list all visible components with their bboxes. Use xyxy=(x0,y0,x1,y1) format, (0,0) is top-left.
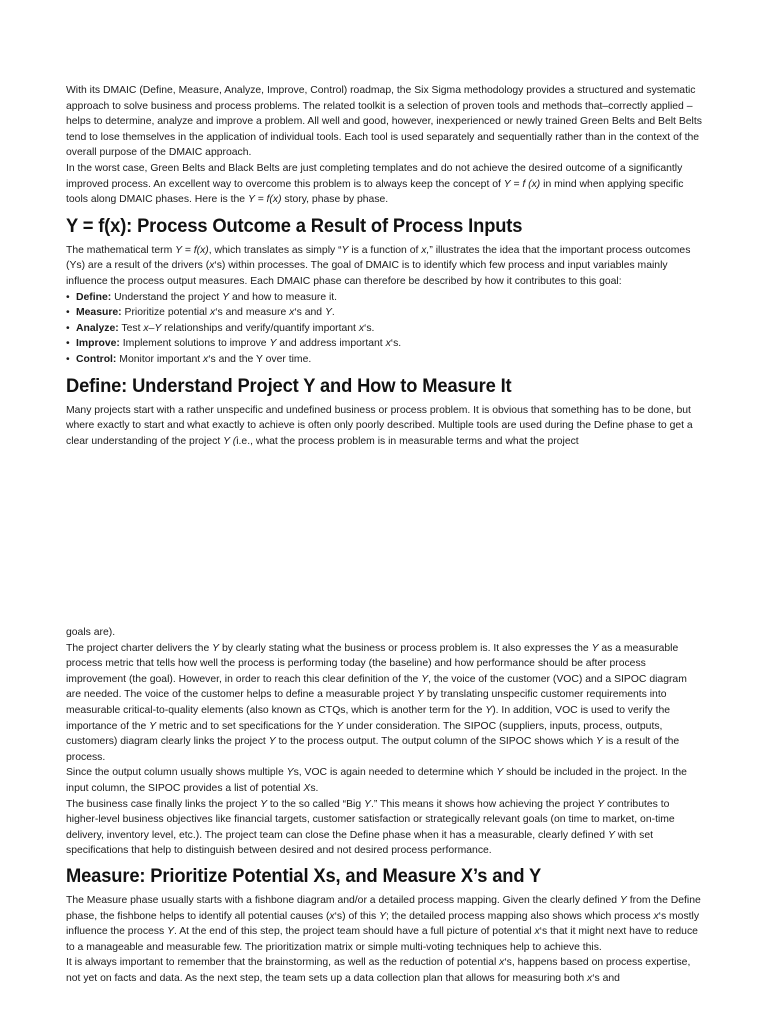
text-run: . At the end of this step, the project team should have a full picture of potential xyxy=(174,926,535,938)
list-item-improve xyxy=(66,336,702,352)
text-run: Since the output column usually shows multiple xyxy=(66,767,287,779)
article-column-lower xyxy=(66,625,702,986)
text-run: ‘s that it might next have to reduce to a manageable and measurable few. The prioritization matrix or simple multi-voting techniques help to achieve this. xyxy=(66,926,698,953)
italic-text-run: x xyxy=(587,972,593,984)
text-run: The business case finally links the project xyxy=(66,798,261,810)
define-paragraph-continued xyxy=(66,625,702,641)
intro-paragraph xyxy=(66,161,702,208)
list-item-define xyxy=(66,290,702,306)
text-run: The project charter delivers the xyxy=(66,642,213,654)
text-run: metric and to set specifications for the xyxy=(156,720,337,732)
measure-paragraph xyxy=(66,893,702,955)
italic-text-run: Y xyxy=(379,910,387,922)
italic-text-run: Y xyxy=(417,689,424,701)
italic-text-run: x xyxy=(210,307,216,319)
italic-text-run: Y xyxy=(336,720,344,732)
bold-text-run: Analyze: xyxy=(76,322,119,334)
italic-text-run: Y xyxy=(597,798,605,810)
italic-text-run: Y xyxy=(149,720,157,732)
italic-text-run: Y = f (x) xyxy=(503,178,541,190)
text-run: ‘s. xyxy=(390,338,402,350)
text-run: The Measure phase usually starts with a fishbone diagram and/or a detailed process mapping. Given the clearly defined xyxy=(66,894,620,906)
bold-text-run: Define: xyxy=(76,291,112,303)
italic-text-run: Y xyxy=(619,894,627,906)
define-paragraph xyxy=(66,641,702,766)
text-run: , the voice of the customer (VOC) and a SIPOC diagram are needed. The voice of the customer helps to define a measurable project xyxy=(66,673,687,701)
italic-text-run: Y xyxy=(364,798,371,810)
text-run: ). In addition, VOC is used to verify the importance of the xyxy=(66,704,671,732)
text-run: in mind when applying specific tools along DMAIC phases. Here is the xyxy=(66,178,684,206)
italic-text-run: Y xyxy=(421,673,429,685)
text-run: ‘s and measure xyxy=(215,307,290,319)
text-run: . xyxy=(331,307,335,319)
text-run: Monitor important xyxy=(116,353,204,365)
measure-paragraph xyxy=(66,955,702,986)
text-run: ; the detailed process mapping also shows which process xyxy=(386,910,654,922)
text-run: With its DMAIC (Define, Measure, Analyze, Improve, Control) roadmap, the Six Sigma methodology provides a structured and systematic approach to solve business and process problems. The related toolkit is a selection of proven tools and methods that–correctly applied – helps to determine, analyze and improve a problem. All well and good, however, inexperienced or newly trained Green Belts and Belt Belts tend to lose themselves in the application of individual tools. Each tool is used separately and sequentially rather than in the context of the overall purpose of the DMAIC approach. xyxy=(66,85,702,159)
text-run: Many projects start with a rather unspecific and undefined business or process problem. It is obvious that something has to be done, but where exactly to start and what exactly to achieve is often only poorly described. Multiple tools are used during the Define phase to get a clear understanding of the project xyxy=(66,404,693,447)
text-run: and address important xyxy=(276,338,386,350)
define-paragraph xyxy=(66,403,702,450)
list-item-analyze xyxy=(66,321,702,337)
dmaic-phase-list xyxy=(66,290,702,368)
text-run: In the worst case, Green Belts and Black Belts are just completing templates and do not achieve the desired outcome of a significantly improved process. An excellent way to overcome this problem is to always keep the concept of xyxy=(66,162,683,190)
text-run: goals are). xyxy=(66,627,116,638)
italic-text-run: Y xyxy=(496,767,504,779)
italic-text-run: Y ( xyxy=(223,435,237,447)
text-run: is a result of the process. xyxy=(66,736,680,763)
italic-text-run: Y xyxy=(485,704,493,716)
italic-text-run: Y = f(x) xyxy=(247,194,282,206)
text-run: s, VOC is again needed to determine which xyxy=(293,767,497,779)
text-run: ‘s and the Y over time. xyxy=(208,353,312,365)
text-run: by clearly stating what the business or process problem is. It also expresses the xyxy=(219,642,592,654)
italic-text-run: Y xyxy=(260,798,267,810)
italic-text-run: Y xyxy=(269,338,277,350)
text-run: ‘s and xyxy=(592,972,620,984)
section-heading-measure: Measure: Prioritize Potential Xs, and Measure X’s and Y xyxy=(66,864,542,887)
list-item-measure xyxy=(66,305,702,321)
text-run: s. xyxy=(310,782,319,794)
article-column-upper xyxy=(66,83,702,449)
italic-text-run: x xyxy=(499,957,505,969)
list-item-control xyxy=(66,352,702,368)
italic-text-run: Y xyxy=(167,926,175,938)
text-run: from the Define phase, the fishbone helps to identify all potential causes ( xyxy=(66,894,701,922)
text-run: ” illustrates the idea that the important process outcomes (Ys) are a result of the drivers ( xyxy=(66,244,691,272)
text-run: Implement solutions to improve xyxy=(119,338,270,350)
define-paragraph xyxy=(66,765,702,796)
yfx-paragraph xyxy=(66,243,702,290)
italic-text-run: X xyxy=(303,782,311,794)
text-run: story, phase by phase. xyxy=(281,194,389,206)
italic-text-run: Y xyxy=(324,307,332,319)
italic-text-run: Y xyxy=(286,767,294,779)
text-run: ‘s. xyxy=(364,322,375,334)
italic-text-run: Y xyxy=(212,642,220,654)
italic-text-run: x xyxy=(358,322,365,334)
text-run: to the so called “Big xyxy=(267,798,365,810)
text-run: The mathematical term xyxy=(66,244,176,256)
italic-text-run: Y xyxy=(222,291,230,303)
bold-text-run: Measure: xyxy=(76,307,122,319)
text-run: and how to measure it. xyxy=(229,291,338,303)
section-heading-yfx: Y = f(x): Process Outcome a Result of Process Inputs xyxy=(66,214,523,237)
text-run: ‘s mostly influence the process xyxy=(66,910,700,938)
text-run: ‘s, happens based on process expertise, not yet on facts and data. As the next step, the team sets up a data collection plan that allows for measuring both xyxy=(66,957,691,984)
text-run: is a function of xyxy=(348,244,422,256)
text-run: as a measurable process metric that tells how well the process is performing today (the baseline) and how performance should be after process improvement (the goal). However, in order to reach this clear definition of the xyxy=(66,642,679,685)
text-run: with set specifications that help to distinguish between desired and not desired process performance. xyxy=(66,829,654,857)
text-run: Understand the project xyxy=(111,291,223,303)
text-run: ‘s) within processes. The goal of DMAIC is to identify which few process and input variables mainly influence the process output measures. Each DMAIC phase can therefore be described by how it contributes to this goal: xyxy=(66,260,668,287)
text-run: to the process output. The output column of the SIPOC shows which xyxy=(275,736,596,748)
bold-text-run: Control: xyxy=(76,353,117,365)
italic-text-run: x, xyxy=(421,244,430,256)
bold-text-run: Improve: xyxy=(76,338,120,350)
text-run: Prioritize potential xyxy=(121,307,210,319)
italic-text-run: Y xyxy=(341,244,349,256)
intro-paragraph xyxy=(66,83,702,161)
italic-text-run: x xyxy=(329,910,335,922)
italic-text-run: Y = f(x) xyxy=(175,244,209,256)
italic-text-run: Y xyxy=(591,642,599,654)
italic-text-run: Y xyxy=(268,736,276,748)
text-run: Test xyxy=(118,322,144,334)
italic-text-run: x xyxy=(653,910,659,922)
italic-text-run: x xyxy=(534,926,540,938)
text-run: ‘s and xyxy=(294,307,325,319)
italic-text-run: x xyxy=(203,353,209,365)
text-run: , which translates as simply “ xyxy=(208,244,342,256)
text-run: should be included in the project. In the input column, the SIPOC provides a list of potential xyxy=(66,767,687,794)
italic-text-run: x–Y xyxy=(143,322,162,334)
define-paragraph xyxy=(66,797,702,859)
section-heading-define: Define: Understand Project Y and How to Measure It xyxy=(66,374,512,397)
italic-text-run: Y xyxy=(607,829,615,841)
italic-text-run: Y xyxy=(596,736,603,748)
text-run: ‘s) of this xyxy=(334,910,380,922)
italic-text-run: x xyxy=(289,307,295,319)
italic-text-run: x xyxy=(385,338,391,350)
text-run: under consideration. The SIPOC (suppliers, inputs, process, outputs, customers) diagram clearly links the project xyxy=(66,720,663,748)
text-run: i.e., what the process problem is in measurable terms and what the project xyxy=(236,435,579,447)
text-run: relationships and verify/quantify important xyxy=(161,322,359,334)
italic-text-run: x xyxy=(209,260,215,272)
text-run: by translating unspecific customer requirements into measurable critical-to-quality elements (also known as CTQs, which is another term for the xyxy=(66,689,667,716)
text-run: .” This means it shows how achieving the project xyxy=(370,798,598,810)
text-run: It is always important to remember that the brainstorming, as well as the reduction of potential xyxy=(66,957,500,969)
text-run: contributes to higher-level business objectives like financial targets, customer satisfaction or strategically relevant goals (on time to market, on-time delivery, inventory level, etc.). The project team can close the Define phase when it has a measurable, clearly defined xyxy=(66,798,675,841)
